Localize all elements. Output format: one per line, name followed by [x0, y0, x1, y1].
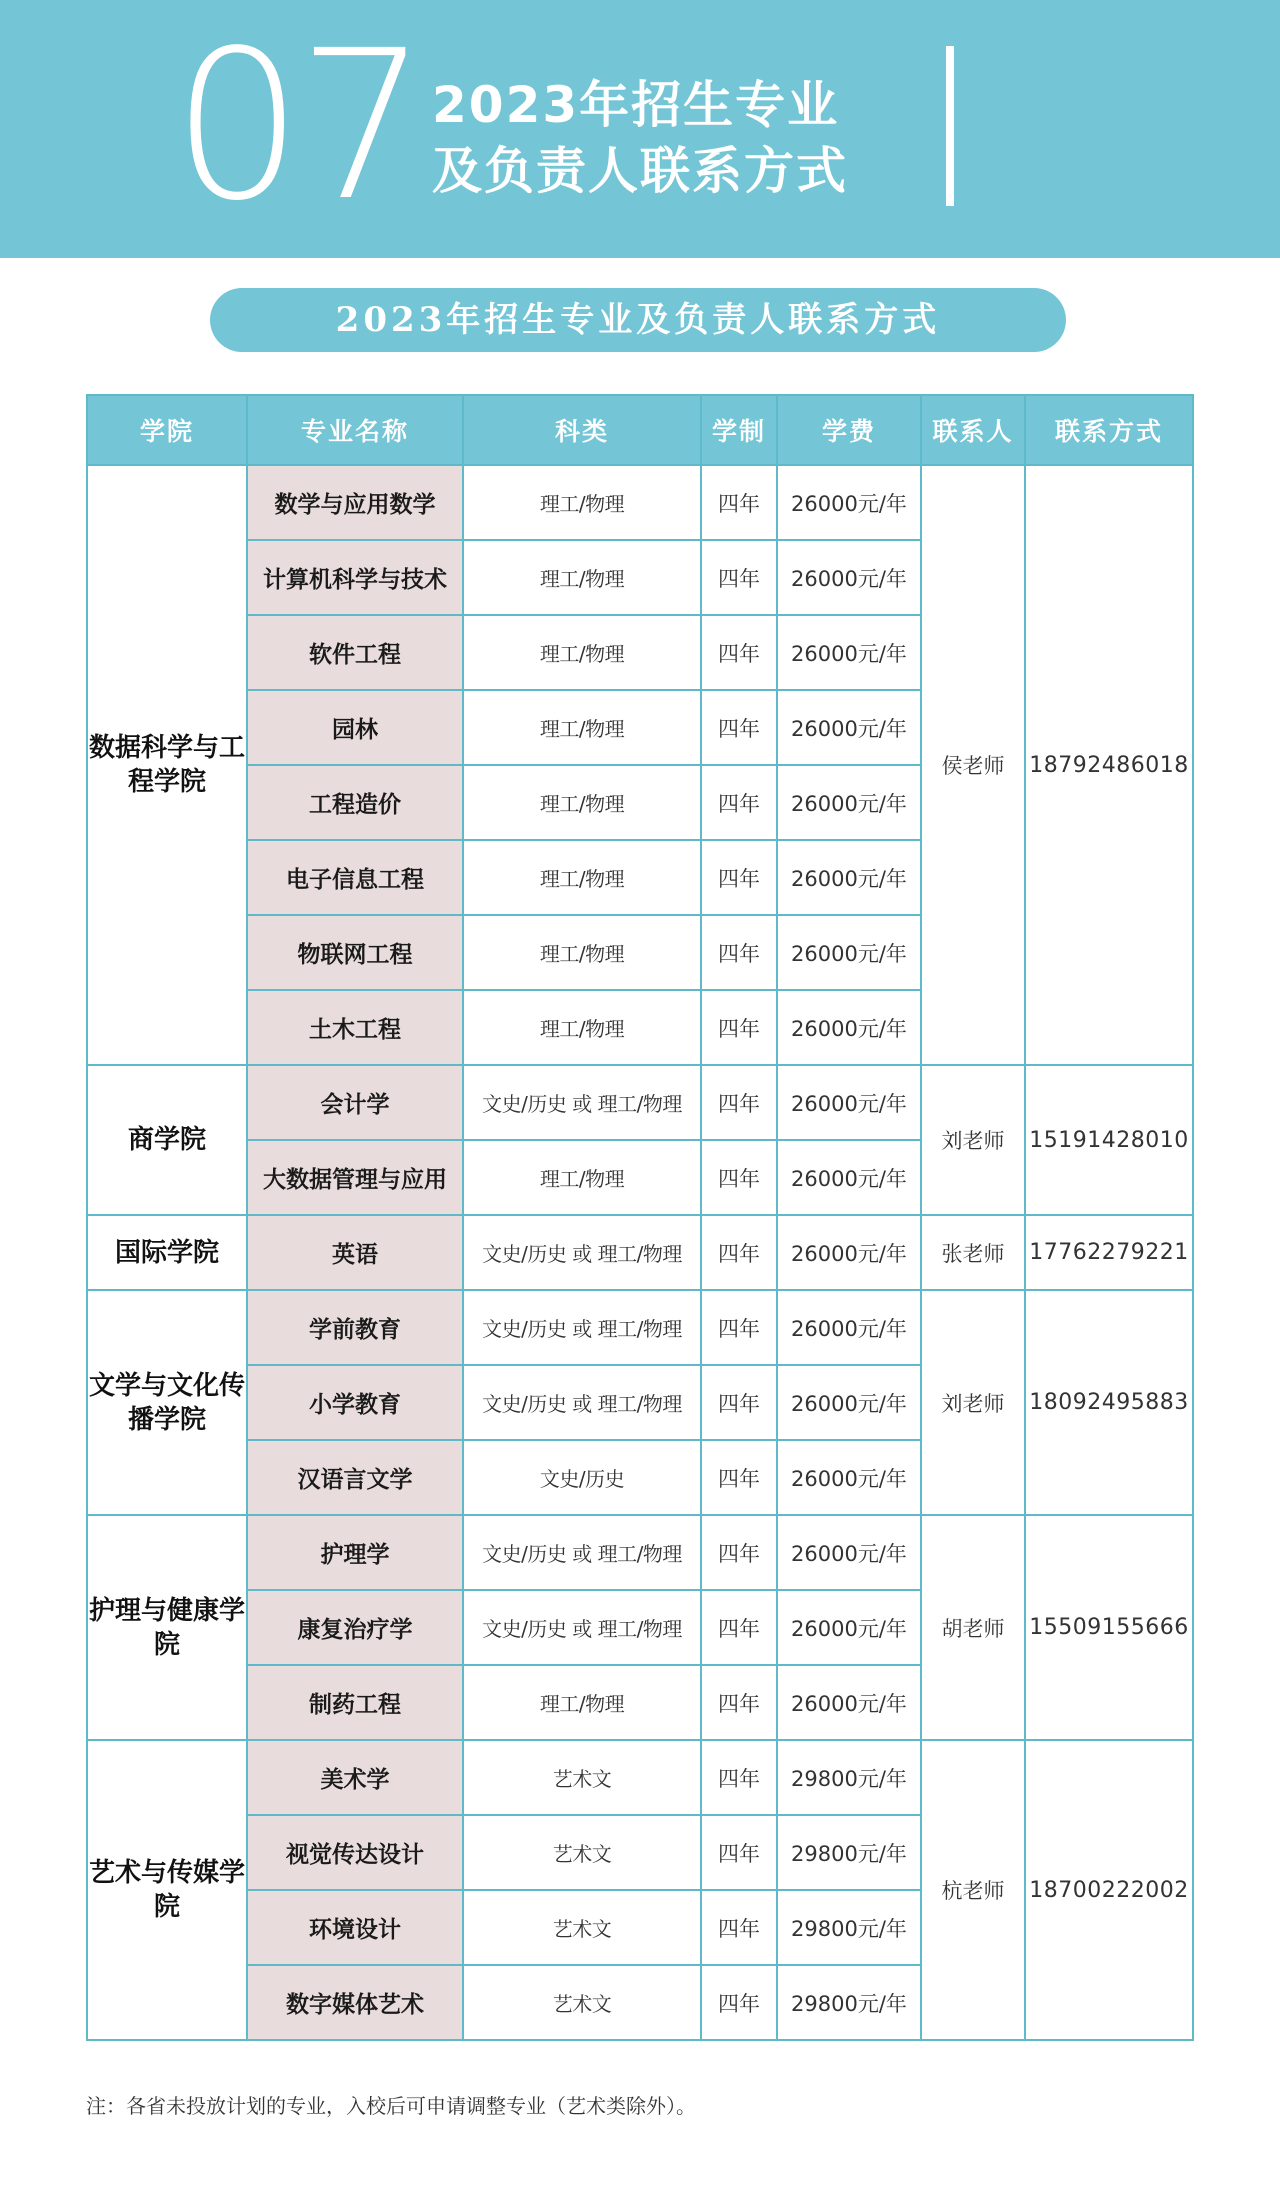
- fee-cell: 26000元/年: [777, 540, 921, 615]
- major-cell: 护理学: [247, 1515, 463, 1590]
- years-cell: 四年: [701, 1965, 777, 2040]
- subject-cell: 理工/物理: [463, 765, 701, 840]
- major-cell: 工程造价: [247, 765, 463, 840]
- table-row: [87, 465, 1193, 540]
- fee-cell: 26000元/年: [777, 1440, 921, 1515]
- college-cell: 文学与文化传播学院: [87, 1290, 247, 1515]
- major-cell: 土木工程: [247, 990, 463, 1065]
- years-cell: 四年: [701, 1065, 777, 1140]
- fee-cell: 26000元/年: [777, 1065, 921, 1140]
- table-body: [87, 465, 1193, 2040]
- contact-cell: 刘老师: [921, 1290, 1025, 1515]
- phone-cell: 18092495883: [1025, 1290, 1193, 1515]
- phone-cell: 15191428010: [1025, 1065, 1193, 1215]
- subject-cell: 理工/物理: [463, 540, 701, 615]
- college-cell: 艺术与传媒学院: [87, 1740, 247, 2040]
- subject-cell: 理工/物理: [463, 915, 701, 990]
- college-cell: 商学院: [87, 1065, 247, 1215]
- subject-cell: 文史/历史: [463, 1440, 701, 1515]
- fee-cell: 26000元/年: [777, 690, 921, 765]
- subject-cell: 文史/历史 或 理工/物理: [463, 1590, 701, 1665]
- subject-cell: 艺术文: [463, 1740, 701, 1815]
- subject-cell: 艺术文: [463, 1815, 701, 1890]
- table-row: [87, 1290, 1193, 1365]
- years-cell: 四年: [701, 1140, 777, 1215]
- major-cell: 小学教育: [247, 1365, 463, 1440]
- major-cell: 物联网工程: [247, 915, 463, 990]
- major-cell: 英语: [247, 1215, 463, 1290]
- table-row: [87, 1215, 1193, 1290]
- table-row: [87, 1515, 1193, 1590]
- header-major: 专业名称: [247, 395, 463, 465]
- subject-cell: 文史/历史 或 理工/物理: [463, 1365, 701, 1440]
- subject-cell: 理工/物理: [463, 990, 701, 1065]
- divider-bar: [946, 46, 954, 206]
- years-cell: 四年: [701, 840, 777, 915]
- years-cell: 四年: [701, 690, 777, 765]
- banner-title-line2: 及负责人联系方式: [432, 142, 848, 200]
- fee-cell: 26000元/年: [777, 915, 921, 990]
- years-cell: 四年: [701, 765, 777, 840]
- fee-cell: 26000元/年: [777, 1665, 921, 1740]
- banner-title-line1: 2023年招生专业: [432, 76, 840, 134]
- header-college: 学院: [87, 395, 247, 465]
- fee-cell: 26000元/年: [777, 465, 921, 540]
- subject-cell: 理工/物理: [463, 690, 701, 765]
- fee-cell: 26000元/年: [777, 1290, 921, 1365]
- years-cell: 四年: [701, 1815, 777, 1890]
- subject-cell: 理工/物理: [463, 465, 701, 540]
- header-fee: 学费: [777, 395, 921, 465]
- fee-cell: 26000元/年: [777, 1515, 921, 1590]
- contact-cell: 侯老师: [921, 465, 1025, 1065]
- fee-cell: 26000元/年: [777, 1215, 921, 1290]
- table-row: [87, 1740, 1193, 1815]
- contact-cell: 胡老师: [921, 1515, 1025, 1740]
- fee-cell: 29800元/年: [777, 1965, 921, 2040]
- fee-cell: 26000元/年: [777, 1140, 921, 1215]
- years-cell: 四年: [701, 540, 777, 615]
- years-cell: 四年: [701, 1590, 777, 1665]
- phone-cell: 18700222002: [1025, 1740, 1193, 2040]
- years-cell: 四年: [701, 1740, 777, 1815]
- major-cell: 数学与应用数学: [247, 465, 463, 540]
- majors-table: [86, 394, 1194, 2041]
- section-number: 07: [172, 6, 423, 246]
- subject-cell: 理工/物理: [463, 840, 701, 915]
- major-cell: 软件工程: [247, 615, 463, 690]
- fee-cell: 29800元/年: [777, 1740, 921, 1815]
- phone-cell: 18792486018: [1025, 465, 1193, 1065]
- major-cell: 制药工程: [247, 1665, 463, 1740]
- major-cell: 美术学: [247, 1740, 463, 1815]
- years-cell: 四年: [701, 615, 777, 690]
- major-cell: 电子信息工程: [247, 840, 463, 915]
- subject-cell: 理工/物理: [463, 615, 701, 690]
- contact-cell: 杭老师: [921, 1740, 1025, 2040]
- footnote: 注：各省未投放计划的专业，入校后可申请调整专业（艺术类除外）。: [86, 2094, 696, 2118]
- years-cell: 四年: [701, 465, 777, 540]
- banner-title: [432, 72, 848, 204]
- major-cell: 计算机科学与技术: [247, 540, 463, 615]
- major-cell: 学前教育: [247, 1290, 463, 1365]
- years-cell: 四年: [701, 1290, 777, 1365]
- fee-cell: 26000元/年: [777, 1365, 921, 1440]
- college-cell: 护理与健康学院: [87, 1515, 247, 1740]
- subject-cell: 艺术文: [463, 1890, 701, 1965]
- years-cell: 四年: [701, 915, 777, 990]
- college-cell: 国际学院: [87, 1215, 247, 1290]
- years-cell: 四年: [701, 1890, 777, 1965]
- major-cell: 视觉传达设计: [247, 1815, 463, 1890]
- subject-cell: 理工/物理: [463, 1665, 701, 1740]
- major-cell: 大数据管理与应用: [247, 1140, 463, 1215]
- major-cell: 会计学: [247, 1065, 463, 1140]
- section-title: 2023年招生专业及负责人联系方式: [210, 288, 1066, 352]
- fee-cell: 29800元/年: [777, 1815, 921, 1890]
- major-cell: 环境设计: [247, 1890, 463, 1965]
- years-cell: 四年: [701, 1365, 777, 1440]
- header-subject: 科类: [463, 395, 701, 465]
- phone-cell: 15509155666: [1025, 1515, 1193, 1740]
- fee-cell: 26000元/年: [777, 1590, 921, 1665]
- fee-cell: 26000元/年: [777, 990, 921, 1065]
- subject-cell: 文史/历史 或 理工/物理: [463, 1215, 701, 1290]
- years-cell: 四年: [701, 1665, 777, 1740]
- years-cell: 四年: [701, 1440, 777, 1515]
- major-cell: 园林: [247, 690, 463, 765]
- contact-cell: 张老师: [921, 1215, 1025, 1290]
- years-cell: 四年: [701, 1515, 777, 1590]
- contact-cell: 刘老师: [921, 1065, 1025, 1215]
- college-cell: 数据科学与工程学院: [87, 465, 247, 1065]
- header-banner: [0, 0, 1280, 258]
- fee-cell: 26000元/年: [777, 840, 921, 915]
- subject-cell: 文史/历史 或 理工/物理: [463, 1065, 701, 1140]
- header-phone: 联系方式: [1025, 395, 1193, 465]
- fee-cell: 29800元/年: [777, 1890, 921, 1965]
- header-years: 学制: [701, 395, 777, 465]
- fee-cell: 26000元/年: [777, 765, 921, 840]
- phone-cell: 17762279221: [1025, 1215, 1193, 1290]
- years-cell: 四年: [701, 990, 777, 1065]
- subject-cell: 理工/物理: [463, 1140, 701, 1215]
- major-cell: 汉语言文学: [247, 1440, 463, 1515]
- subject-cell: 艺术文: [463, 1965, 701, 2040]
- fee-cell: 26000元/年: [777, 615, 921, 690]
- major-cell: 数字媒体艺术: [247, 1965, 463, 2040]
- subject-cell: 文史/历史 或 理工/物理: [463, 1290, 701, 1365]
- subject-cell: 文史/历史 或 理工/物理: [463, 1515, 701, 1590]
- major-cell: 康复治疗学: [247, 1590, 463, 1665]
- table-header-row: [87, 395, 1193, 465]
- years-cell: 四年: [701, 1215, 777, 1290]
- table-row: [87, 1065, 1193, 1140]
- header-contact: 联系人: [921, 395, 1025, 465]
